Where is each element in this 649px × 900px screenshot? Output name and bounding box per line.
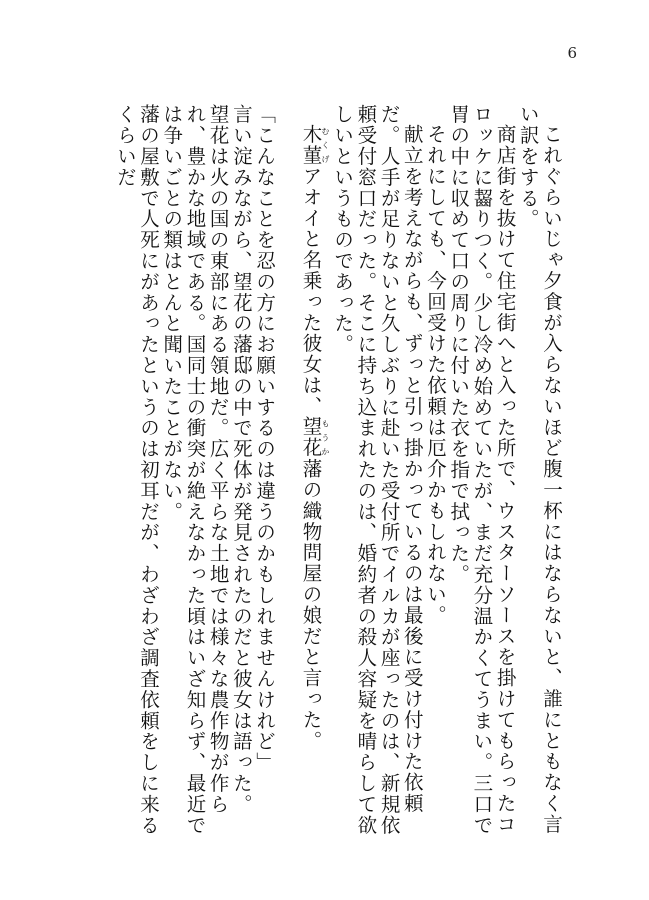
- paragraph-5: [299, 104, 331, 844]
- paragraph-3: それにしても、今回受けた依頼は厄介かもしれない。: [423, 123, 447, 626]
- paragraph-5-tail: 藩の織物問屋の娘だと言った。: [299, 457, 323, 751]
- clan-ruby: [299, 416, 331, 458]
- clan-furigana: もうか: [320, 416, 331, 458]
- name-furigana: むくげ: [320, 123, 331, 166]
- paragraph-5-middle: アオイと名乗った彼女は、: [299, 165, 323, 417]
- dialogue-line: 「こんなことを忍の方にお願いするのは違うのかもしれませんけれど」: [253, 104, 277, 773]
- paragraph-1: これぐらいじゃ夕食が入らないほど腹一杯にはならないと、誰にともなく言い訳をする。: [516, 104, 563, 835]
- novel-body-text: [93, 104, 563, 844]
- name-ruby: [299, 123, 331, 166]
- paragraph-8: 望花は火の国の東部にある領地だ。広く平らな土地では様々な農作物が作られ、豊かな地域である。国同士の衝突が絶えなかった頃はいざ知らず、最近では争いごとの類はとんと聞いたことがない。: [160, 104, 230, 836]
- paragraph-7: 言い淀みながら、望花の藩邸の中で死体が発見されたのだと彼女は語った。: [229, 104, 253, 815]
- page-number: 6: [567, 44, 577, 62]
- paragraph-2: 商店街を抜けて住宅街へと入った所で、ウスターソースを掛けてもらったコロッケに齧りつく。少し冷め始めていたが、まだ充分温かくてうまい。三口で胃の中に収めて口の周りに付いた衣を指で拭った。: [447, 104, 517, 836]
- clan-kanji: 望花: [299, 416, 323, 458]
- paragraph-4: 献立を考えながらも、ずっと引っ掛かっているのは最後に受け付けた依頼だ。人手が足りないと久しぶりに赴いた受付所でイルカが座ったのは、新規依頼受付窓口だった。そこに持ち込まれたのは、婚約者の殺人容疑を晴らして欲しいというものであった。: [331, 104, 424, 836]
- name-kanji: 木菫: [299, 123, 323, 166]
- paragraph-9: 藩の屋敷で人死にがあったというのは初耳だが、わざわざ調査依頼をしに来るくらいだ: [113, 104, 161, 836]
